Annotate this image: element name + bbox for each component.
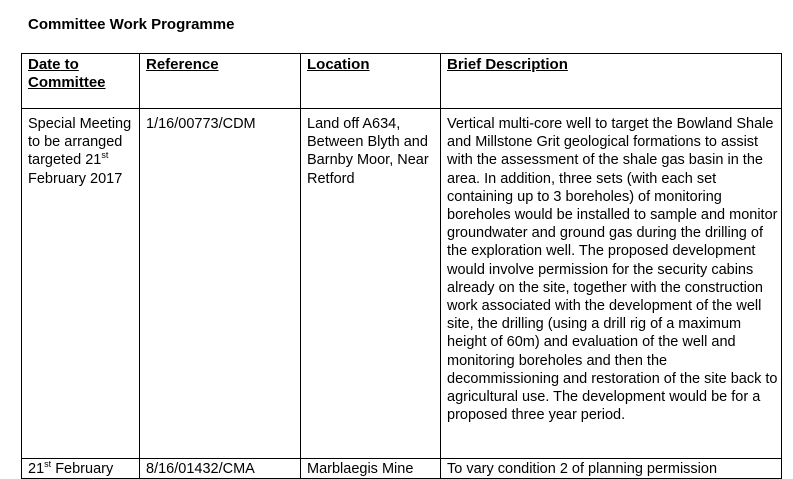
page-title: Committee Work Programme	[28, 16, 235, 33]
cell-location: Land off A634, Between Blyth and Barnby Moor, Near Retford	[301, 109, 441, 459]
date-ordinal: st	[101, 150, 109, 161]
cell-date-to-committee	[22, 109, 140, 459]
date-tail: February 2017	[28, 170, 123, 187]
committee-work-programme-table	[21, 53, 782, 479]
header-date-to-committee: Date to Committee	[22, 54, 140, 109]
cell-brief-description: To vary condition 2 of planning permission	[441, 459, 782, 479]
header-brief-description: Brief Description	[441, 54, 782, 109]
date-tail: February	[55, 461, 114, 477]
cell-brief-description: Vertical multi-core well to target the Bowland Shale and Millstone Grit geological formations to assist with the assessment of the shale gas basin in the area. In addition, three sets (with each set containing up to 3 boreholes) of monitoring boreholes would be installed to sample and monitor groundwater and ground gas during the drilling of the exploration well. The proposed development would involve permission for the security cabins already on the site, together with the construction work associated with the development of the well site, the drilling (using a drill rig of a maximum height of 60m) and evaluation of the well and monitoring boreholes and then the decommissioning and restoration of the site back to agricultural use. The development would be for a proposed three year period.	[441, 109, 782, 459]
header-reference: Reference	[140, 54, 301, 109]
cell-date-to-committee	[22, 459, 140, 479]
table-header-row	[22, 54, 782, 109]
header-location: Location	[301, 54, 441, 109]
cell-location: Marblaegis Mine	[301, 459, 441, 479]
date-text: Special Meeting to be arranged targeted 21	[28, 116, 132, 169]
table-row	[22, 109, 782, 459]
cell-reference: 1/16/00773/CDM	[140, 109, 301, 459]
date-text: 21	[28, 461, 45, 477]
date-ordinal: st	[44, 459, 52, 470]
cell-reference: 8/16/01432/CMA	[140, 459, 301, 479]
table-row	[22, 459, 782, 479]
